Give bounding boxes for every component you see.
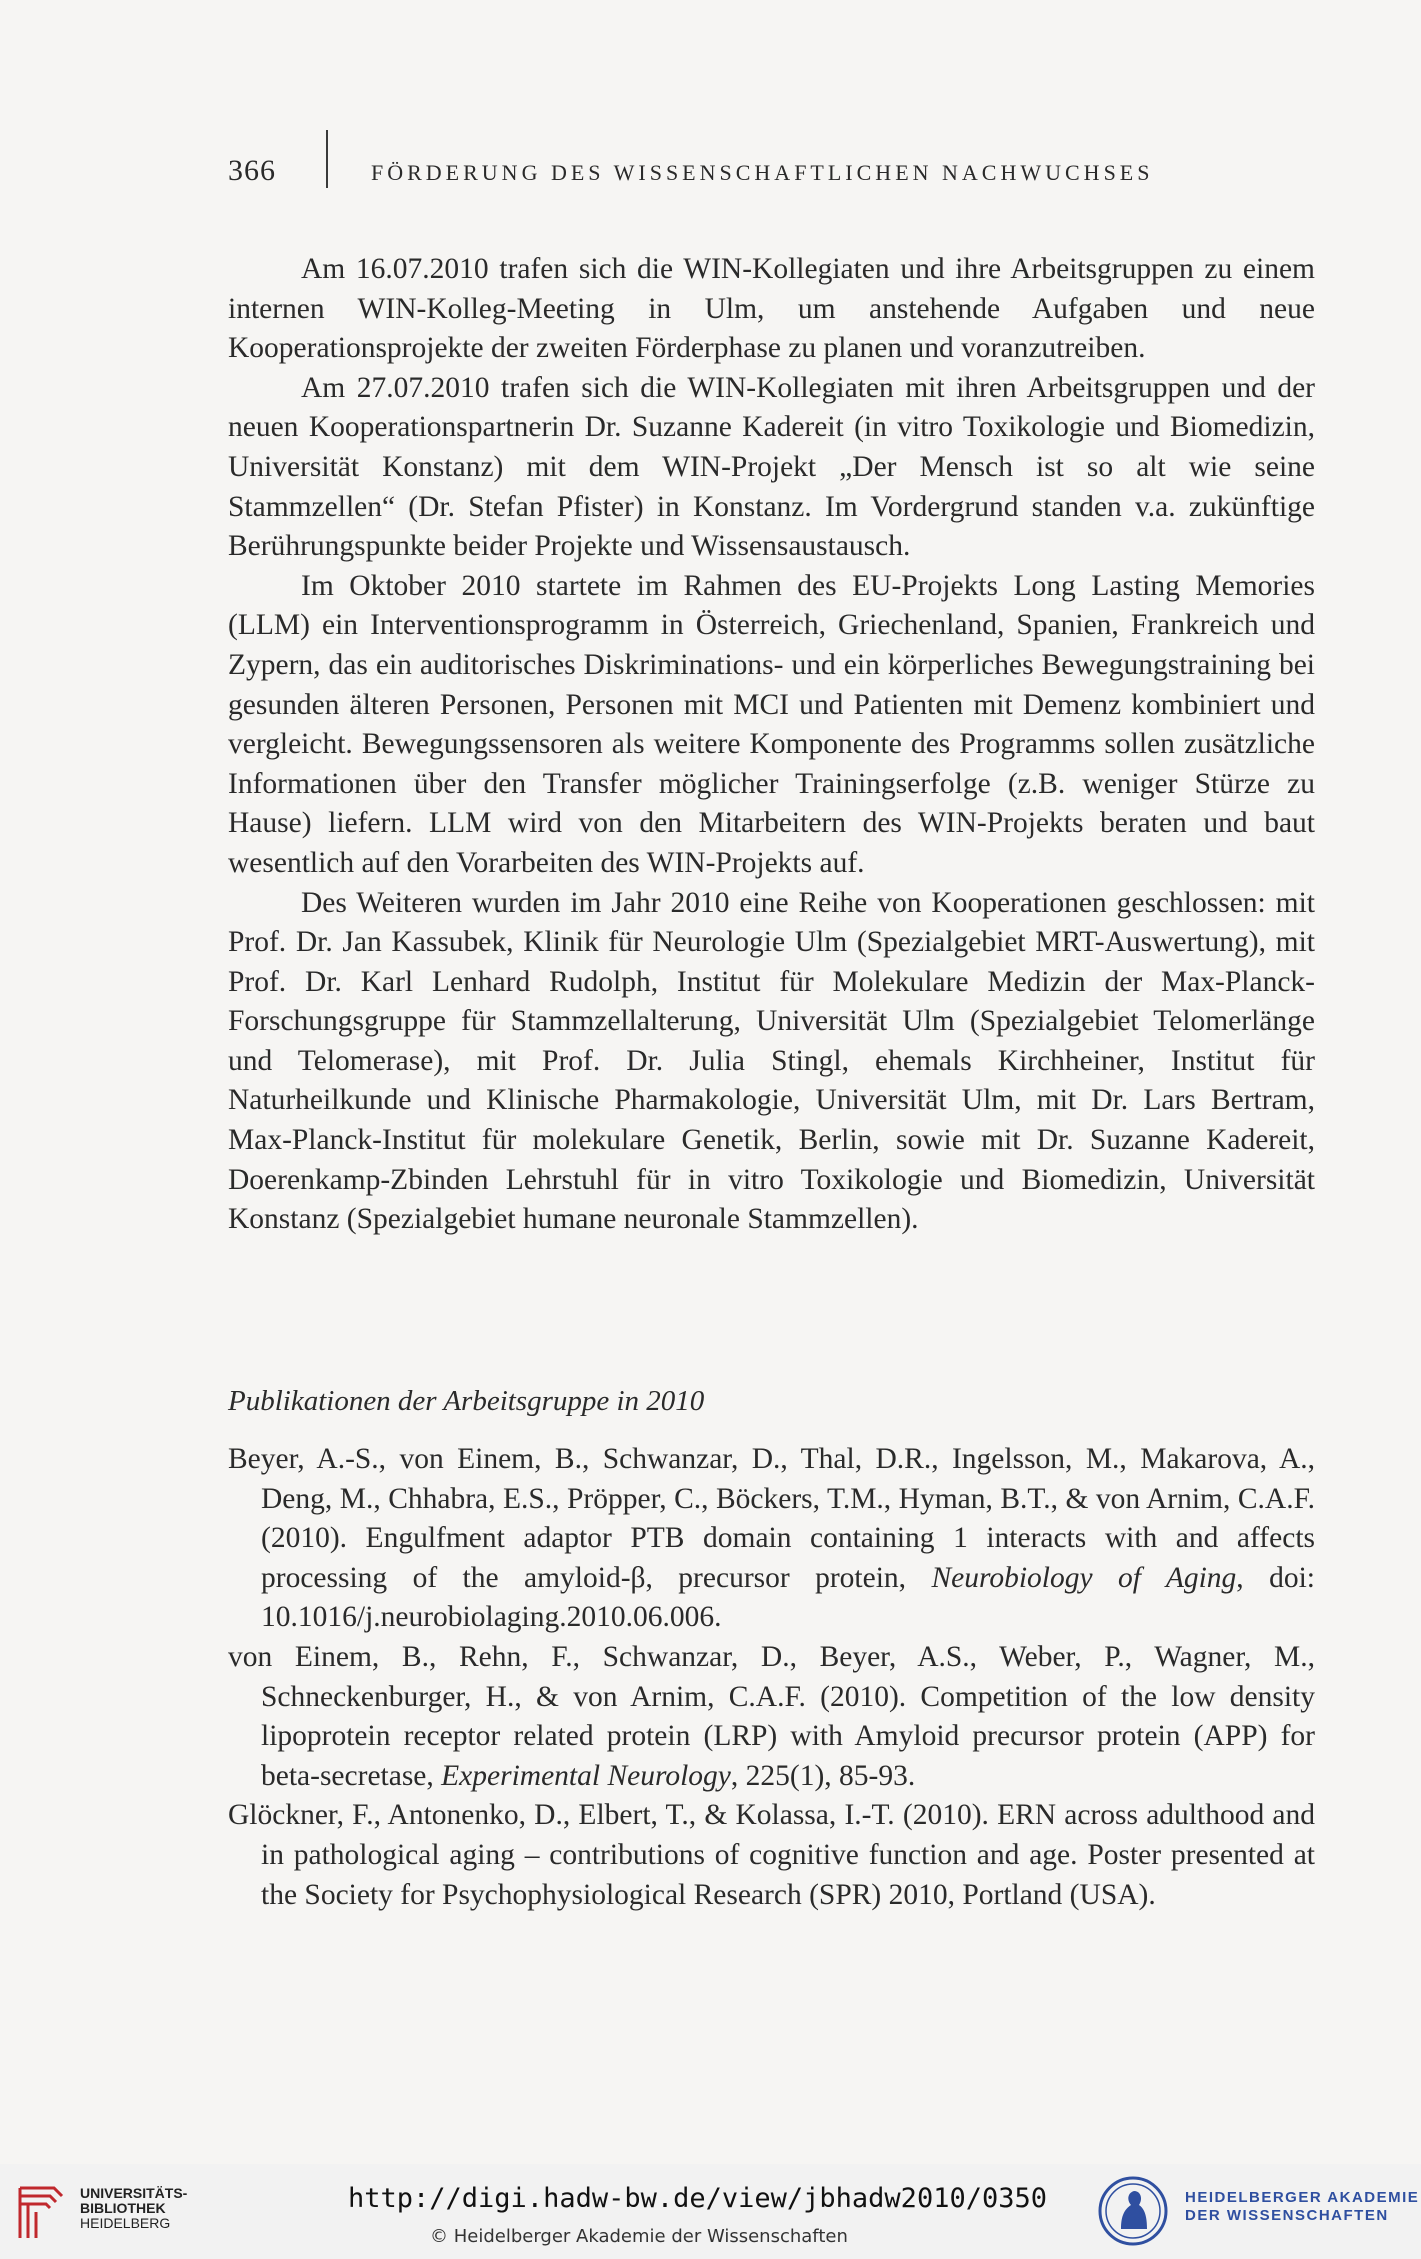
page-header bbox=[228, 130, 1228, 190]
reference-text: , doi: 10.1016/j.neurobiolaging.2010.06.006. bbox=[261, 1561, 1315, 1634]
paragraph: Im Oktober 2010 startete im Rahmen des EU-Projekts Long Lasting Memories (LLM) ein Interventionsprogramm in Österreich, Griechenland, Spanien, Frankreich und Zypern, das ein auditorisches Diskriminations- und ein körperliches Bewegungstraining bei gesunden älteren Personen, Personen mit MCI und Patienten mit Demenz kombiniert und vergleicht. Bewegungssensoren als weitere Komponente des Programms sollen zusätzliche Informationen über den Transfer möglicher Trainingserfolge (z.B. weniger Stürze zu Hause) liefern. LLM wird von den Mitarbeitern des WIN-Projekts beraten und baut wesentlich auf den Vorarbeiten des WIN-Projekts auf. bbox=[228, 569, 1315, 879]
journal-name: Experimental Neurology bbox=[441, 1759, 731, 1792]
reference-text: Glöckner, F., Antonenko, D., Elbert, T., & Kolassa, I.-T. (2010). ERN across adulthood and in pathological aging – contributions of cognitive function and age. Poster presented at the Society for Psychophysiological Research (SPR) 2010, Portland (USA). bbox=[228, 1799, 1315, 1911]
journal-name: Neurobiology of Aging bbox=[931, 1561, 1237, 1594]
academy-name bbox=[1185, 2189, 1419, 2225]
copyright-notice: © Heidelberger Akademie der Wissenschaften bbox=[430, 2226, 848, 2247]
body-text bbox=[228, 250, 1315, 1240]
academy-seal-icon bbox=[1097, 2175, 1169, 2247]
library-name bbox=[80, 2186, 187, 2231]
publications-heading: Publikationen der Arbeitsgruppe in 2010 bbox=[228, 1385, 705, 1417]
source-url-link[interactable]: http://digi.hadw-bw.de/view/jbhadw2010/0350 bbox=[348, 2183, 1047, 2214]
publication-item bbox=[228, 1440, 1315, 1638]
header-divider bbox=[326, 130, 328, 188]
running-head: FÖRDERUNG DES WISSENSCHAFTLICHEN NACHWUCHSES bbox=[371, 160, 1154, 185]
publication-item bbox=[228, 1796, 1315, 1915]
reference-text: , 225(1), 85-93. bbox=[730, 1759, 916, 1792]
page-number: 366 bbox=[228, 154, 276, 187]
academy-name-line: DER WISSENSCHAFTEN bbox=[1185, 2207, 1389, 2224]
reference-text: von Einem, B., Rehn, F., Schwanzar, D., Beyer, A.S., Weber, P., Wagner, M., Schneckenburger, H., & von Arnim, C.A.F. (2010). Competition of the low density lipoprotein receptor related protein (LRP) with Amyloid precursor protein (APP) for beta-secretase, bbox=[228, 1640, 1315, 1792]
library-name-line: BIBLIOTHEK bbox=[80, 2200, 166, 2216]
paragraph: Am 27.07.2010 trafen sich die WIN-Kollegiaten mit ihren Arbeitsgruppen und der neuen Kooperationspartnerin Dr. Suzanne Kadereit (in vitro Toxikologie und Biomedizin, Universität Konstanz) mit dem WIN-Projekt „Der Mensch ist so alt wie seine Stammzellen“ (Dr. Stefan Pfister) in Konstanz. Im Vordergrund standen v.a. zukünftige Berührungspunkte beider Projekte und Wissensaustausch. bbox=[228, 371, 1315, 563]
library-city: HEIDELBERG bbox=[80, 2215, 171, 2231]
paragraph: Am 16.07.2010 trafen sich die WIN-Kollegiaten und ihre Arbeitsgruppen zu einem internen WIN-Kolleg-Meeting in Ulm, um anstehende Aufgaben und neue Kooperationsprojekte der zweiten Förderphase zu planen und voranzutreiben. bbox=[228, 253, 1315, 365]
library-name-line: UNIVERSITÄTS- bbox=[80, 2185, 188, 2201]
publication-item bbox=[228, 1638, 1315, 1796]
ub-heidelberg-logo-icon bbox=[14, 2180, 69, 2242]
paragraph: Des Weiteren wurden im Jahr 2010 eine Reihe von Kooperationen geschlossen: mit Prof. Dr. Jan Kassubek, Klinik für Neurologie Ulm (Spezialgebiet MRT-Auswertung), mit Prof. Dr. Karl Lenhard Rudolph, Institut für Molekulare Medizin der Max-Planck-Forschungsgruppe für Stammzellalterung, Universität Ulm (Spezialgebiet Telomerlänge und Telomerase), mit Prof. Dr. Julia Stingl, ehemals Kirchheiner, Institut für Naturheilkunde und Klinische Pharmakologie, Universität Ulm, mit Dr. Lars Bertram, Max-Planck-Institut für molekulare Genetik, Berlin, sowie mit Dr. Suzanne Kadereit, Doerenkamp-Zbinden Lehrstuhl für in vitro Toxikologie und Biomedizin, Universität Konstanz (Spezialgebiet humane neuronale Stammzellen). bbox=[228, 886, 1315, 1236]
academy-name-line: HEIDELBERGER AKADEMIE bbox=[1185, 2189, 1420, 2206]
reference-text: Beyer, A.-S., von Einem, B., Schwanzar, D., Thal, D.R., Ingelsson, M., Makarova, A., Deng, M., Chhabra, E.S., Pröpper, C., Böckers, T.M., Hyman, B.T., & von Arnim, C.A.F. (2010). Engulfment adaptor PTB domain containing 1 interacts with and affects processing of the amyloid-β, precursor protein, bbox=[228, 1443, 1315, 1594]
publication-list bbox=[228, 1440, 1315, 1915]
